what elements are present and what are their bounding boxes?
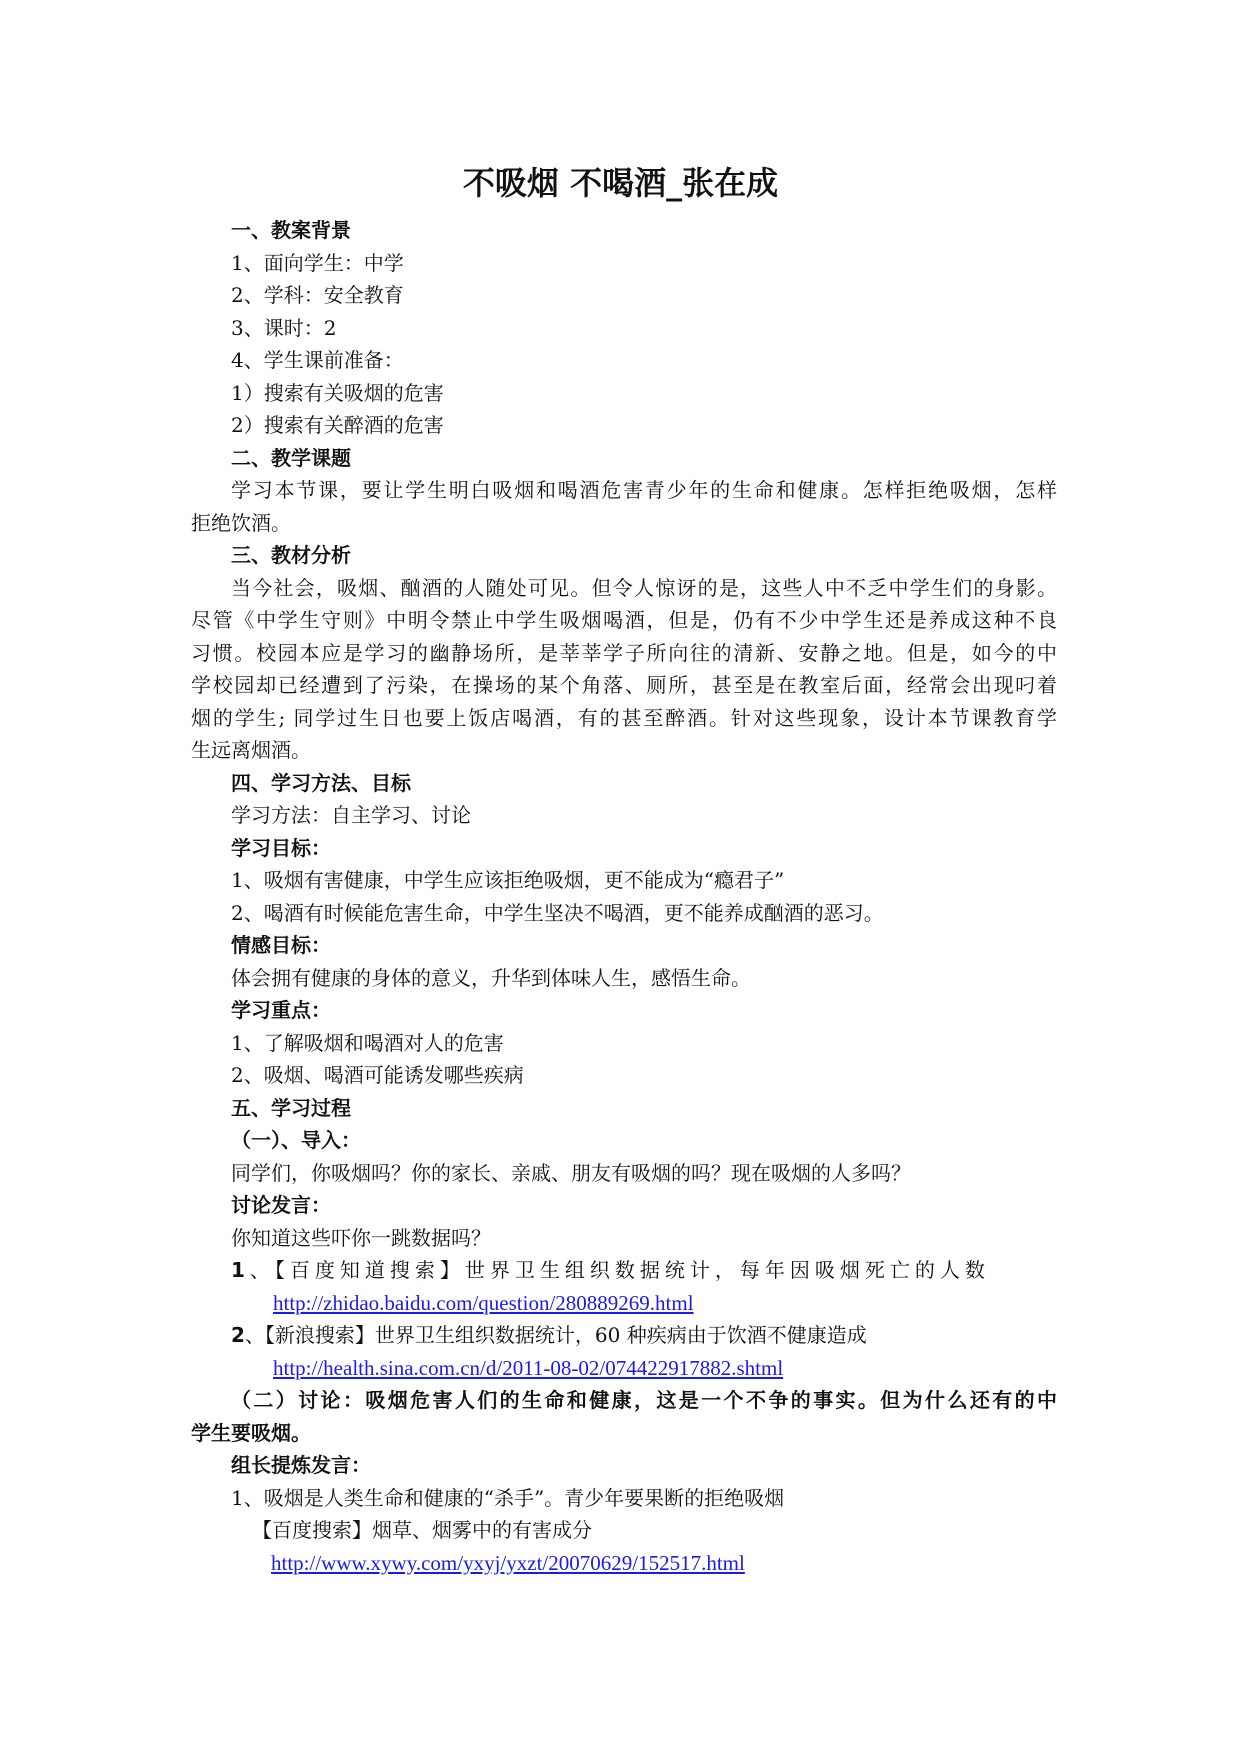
section-heading-methods: 四、学习方法、目标 xyxy=(231,770,411,795)
baidu-zhidao-link[interactable]: http://zhidao.baidu.com/question/280889269.html xyxy=(273,1290,694,1315)
study-method: 学习方法：自主学习、讨论 xyxy=(231,803,471,827)
list-item: 2、学科：安全教育 xyxy=(231,283,404,307)
paragraph-line: 当今社会，吸烟、酗酒的人随处可见。但令人惊讶的是，这些人中不乏中学生们的身影。 xyxy=(231,575,1057,600)
emotion-text: 体会拥有健康的身体的意义，升华到体味人生，感悟生命。 xyxy=(231,965,751,990)
subheading-intro: （一）、导入： xyxy=(231,1128,361,1152)
stat-text: 、【新浪搜索】世界卫生组织数据统计，60 种疾病由于饮酒不健康造成 xyxy=(244,1323,867,1347)
paragraph-line: 学校园却已经遭到了污染，在操场的某个角落、厕所，甚至是在教室后面，经常会出现叼着 xyxy=(191,673,1057,697)
list-item: 1、了解吸烟和喝酒对人的危害 xyxy=(231,1030,504,1055)
subheading-emotion: 情感目标： xyxy=(231,933,331,957)
subheading-goals: 学习目标： xyxy=(231,835,331,860)
list-item: 1、吸烟是人类生命和健康的“杀手”。青少年要果断的拒绝吸烟 xyxy=(231,1485,785,1510)
xywy-link[interactable]: http://www.xywy.com/yxyj/yxzt/20070629/152517.html xyxy=(271,1550,745,1575)
subheading-focus: 学习重点： xyxy=(231,998,331,1022)
search-note: 【百度搜索】烟草、烟雾中的有害成分 xyxy=(252,1518,592,1542)
paragraph-line: 学习本节课，要让学生明白吸烟和喝酒危害青少年的生命和健康。怎样拒绝吸烟，怎样 xyxy=(231,478,1057,502)
discuss-text: 你知道这些吓你一跳数据吗？ xyxy=(231,1225,491,1250)
stat-item-2 xyxy=(191,1319,1057,1352)
subheading-discuss: 讨论发言： xyxy=(231,1193,331,1217)
list-item: 2、吸烟、喝酒可能诱发哪些疾病 xyxy=(231,1063,524,1087)
section-heading-analysis: 三、教材分析 xyxy=(231,543,351,567)
list-item: 4、学生课前准备： xyxy=(231,348,404,372)
paragraph-line: 烟的学生; 同学过生日也要上饭店喝酒，有的甚至醉酒。针对这些现象，设计本节课教育学 xyxy=(191,705,1057,730)
list-item: 1、吸烟有害健康，中学生应该拒绝吸烟，更不能成为“瘾君子” xyxy=(231,868,785,892)
subheading-leader: 组长提炼发言： xyxy=(231,1453,371,1477)
stat-number: 1 xyxy=(231,1258,250,1282)
page-title: 不吸烟 不喝酒_张在成 xyxy=(462,164,779,202)
sina-health-link[interactable]: http://health.sina.com.cn/d/2011-08-02/074422917882.shtml xyxy=(273,1355,784,1380)
section-heading-process: 五、学习过程 xyxy=(231,1095,351,1120)
paragraph-line: 拒绝饮酒。 xyxy=(191,510,291,535)
section-heading-background: 一、教案背景 xyxy=(231,218,351,242)
section-heading-topic: 二、教学课题 xyxy=(231,445,351,470)
paragraph-line: 习惯。校园本应是学习的幽静场所，是莘莘学子所向往的清新、安静之地。但是，如今的中 xyxy=(191,640,1057,665)
stat-number: 2 xyxy=(231,1323,245,1347)
paragraph-line: 生远离烟酒。 xyxy=(191,738,311,762)
list-item: 1）搜索有关吸烟的危害 xyxy=(231,380,444,405)
list-item: 2）搜索有关醉酒的危害 xyxy=(231,413,444,437)
discussion-heading-line: （二）讨论：吸烟危害人们的生命和健康，这是一个不争的事实。但为什么还有的中 xyxy=(231,1388,1057,1412)
list-item: 1、面向学生：中学 xyxy=(231,250,404,275)
stat-item-1 xyxy=(191,1254,1057,1287)
paragraph-line: 尽管《中学生守则》中明令禁止中学生吸烟喝酒，但是，仍有不少中学生还是养成这种不良 xyxy=(191,608,1057,632)
stat-text: 、【百度知道搜索】世界卫生组织数据统计，每年因吸烟死亡的人数 xyxy=(249,1258,990,1282)
discussion-heading-line: 学生要吸烟。 xyxy=(191,1420,311,1445)
list-item: 3、课时：2 xyxy=(231,315,337,340)
list-item: 2、喝酒有时候能危害生命，中学生坚决不喝酒，更不能养成酗酒的恶习。 xyxy=(231,900,884,925)
intro-text: 同学们，你吸烟吗？你的家长、亲戚、朋友有吸烟的吗？现在吸烟的人多吗？ xyxy=(231,1160,911,1185)
document-body xyxy=(191,214,1057,1579)
